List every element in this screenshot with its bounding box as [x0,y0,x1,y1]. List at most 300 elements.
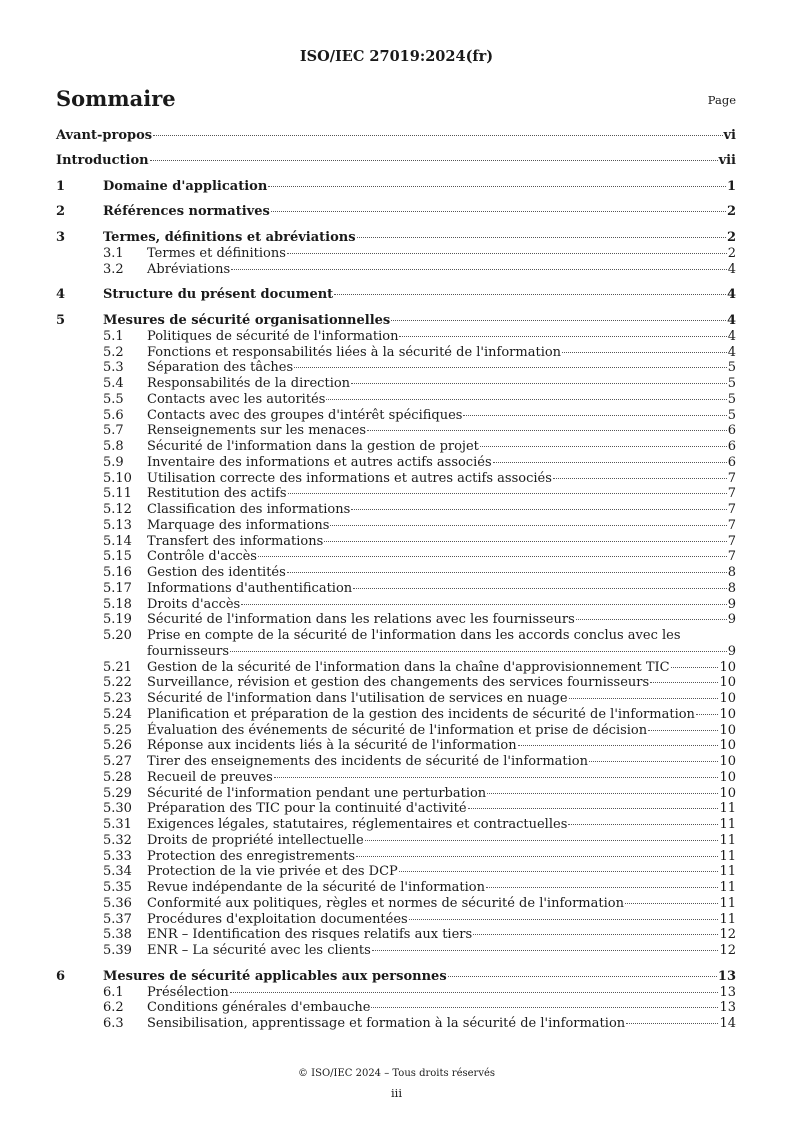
toc-entry-label: Protection des enregistrements [147,848,356,864]
toc-entry-label: Sécurité de l'information dans les relations avec les fournisseurs [147,612,575,628]
toc-entry[interactable] [56,439,736,455]
dot-leader [696,714,719,715]
toc-entry-page: 11 [719,880,736,895]
dot-leader [367,430,727,431]
toc-entry-page: 10 [719,785,736,801]
toc-entry-text [147,943,719,959]
toc-entry-label: Protection de la vie privée et des DCP [147,864,398,880]
dot-leader [241,604,726,605]
toc-entry-number: 5.27 [103,754,132,769]
toc-entry-label: Avant-propos [56,128,153,143]
toc-entry-number: 5.17 [103,580,132,596]
toc-entry-number: 5.23 [103,691,132,706]
dot-leader [486,887,718,888]
toc-entry-page: 7 [727,502,736,517]
toc-entry-text [147,392,728,408]
toc-entry-page: 1 [726,178,736,194]
toc-entry-number: 5.13 [103,517,132,533]
toc-entry-text [147,534,728,550]
dot-leader [409,919,719,920]
toc-entry-number: 5.6 [103,407,124,423]
toc-entry-label: Revue indépendante de la sécurité de l'information [147,880,485,895]
toc-entry-label: Marquage des informations [147,517,330,533]
dot-leader [671,667,719,668]
toc-entry-text [147,439,728,455]
toc-entry-label: Prise en compte de la sécurité de l'information dans les accords conclus avec les [147,628,681,643]
dot-leader [258,556,727,557]
toc-entry-page: 9 [727,612,736,628]
toc-entry-label: ENR – La sécurité avec les clients [147,943,371,958]
toc-entry[interactable] [56,597,736,613]
toc-entry-label: Exigences légales, statutaires, réglementaires et contractuelles [147,817,568,832]
toc-entry[interactable] [56,985,736,1001]
toc-entry[interactable] [56,246,736,262]
toc-entry-page: 10 [719,706,736,722]
toc-entry-page: 11 [719,911,736,927]
toc-entry-page: 10 [719,754,736,769]
toc-entry-page: 11 [719,848,736,864]
dot-leader [231,269,727,270]
toc-entry-page: 13 [717,968,736,984]
toc-entry[interactable] [56,1000,736,1016]
toc-entry-label: Structure du présent document [103,287,334,303]
toc-entry-number: 5.8 [103,439,124,454]
toc-entry-page: 4 [726,313,736,328]
toc-entry-page: 10 [719,691,736,706]
toc-entry-page: 11 [719,864,736,880]
toc-entry-label: Contacts avec des groupes d'intérêt spécifiques [147,407,463,423]
dot-leader [150,160,718,161]
toc-entry-text [147,754,719,770]
dot-leader [365,840,719,841]
dot-leader [487,793,718,794]
table-of-contents [56,128,736,1032]
toc-entry-page: 11 [719,895,736,911]
toc-entry-text [147,486,728,502]
dot-leader [468,808,719,809]
toc-entry-label: Présélection [147,984,229,1000]
toc-entry[interactable] [56,927,736,943]
toc-entry-number: 5.12 [103,502,132,517]
toc-entry-number: 5.1 [103,328,124,344]
dot-leader [568,824,718,825]
toc-entry-text [147,880,719,896]
toc-entry-page: 11 [719,817,736,832]
toc-entry[interactable] [56,534,736,550]
toc-entry-number: 5.31 [103,817,132,832]
toc-entry[interactable] [56,912,736,928]
toc-entry[interactable] [56,581,736,597]
page-number: iii [390,1086,403,1100]
toc-entry[interactable] [56,628,736,660]
dot-leader [287,572,727,573]
dot-leader [562,352,727,353]
toc-entry[interactable] [56,179,736,195]
dot-leader [576,619,727,620]
dot-leader [351,509,726,510]
toc-entry-label: Mesures de sécurité organisationnelles [103,313,391,328]
toc-entry-text [147,376,728,392]
toc-entry[interactable] [56,801,736,817]
toc-entry-page: 8 [727,565,736,580]
toc-entry-text [147,927,719,943]
toc-entry-number: 6.3 [103,1016,124,1031]
toc-entry-label: Sécurité de l'information dans l'utilisation de services en nuage [147,691,568,706]
toc-entry-label: ENR – Identification des risques relatifs aux tiers [147,927,473,943]
toc-entry-number: 5.21 [103,659,132,675]
toc-entry-number: 6 [56,968,66,984]
dot-leader [371,1007,718,1008]
toc-entry-label: Recueil de preuves [147,769,273,785]
toc-entry[interactable] [56,471,736,487]
toc-entry-number: 5.33 [103,848,132,864]
toc-entry[interactable] [56,896,736,912]
toc-entry-page: 10 [719,659,736,675]
toc-entry[interactable] [56,1016,736,1032]
dot-leader [399,336,726,337]
toc-entry-number: 6.1 [103,984,124,1000]
toc-entry-page: 2 [727,245,736,261]
dot-leader [271,211,726,212]
toc-entry[interactable] [56,817,736,833]
toc-entry-number: 5.25 [103,722,132,738]
toc-entry-text [147,723,719,739]
toc-entry-text [147,675,719,691]
toc-entry-page: vii [718,153,736,169]
toc-entry-page: 7 [727,533,736,549]
toc-entry-page: 10 [719,722,736,738]
dot-leader [353,588,727,589]
toc-entry-number: 5.28 [103,769,132,785]
toc-entry-page: 7 [727,549,736,565]
toc-entry-text [147,1016,719,1032]
toc-entry-text [147,896,719,912]
toc-entry-label: Droits de propriété intellectuelle [147,832,364,848]
toc-entry[interactable] [56,707,736,723]
dot-leader [268,186,726,187]
toc-entry-page: 12 [719,943,736,958]
dot-leader [448,976,717,977]
toc-entry[interactable] [56,455,736,471]
toc-entry-page: 12 [719,927,736,943]
page-column-label: Page [707,93,736,107]
dot-leader [153,135,722,136]
toc-entry-text [103,230,727,246]
dot-leader [463,415,726,416]
dot-leader [334,294,726,295]
toc-entry-number: 5.35 [103,880,132,895]
toc-entry-label: Termes, définitions et abréviations [103,230,356,245]
toc-entry-label: Fonctions et responsabilités liées à la sécurité de l'information [147,344,562,360]
toc-entry-number: 5.22 [103,675,132,691]
toc-entry-page: 5 [727,376,736,391]
toc-entry-label: Gestion des identités [147,565,286,580]
toc-entry-number: 5.38 [103,927,132,943]
toc-entry[interactable] [56,660,736,676]
toc-entry-page: 4 [726,287,736,303]
toc-entry-label: Informations d'authentification [147,580,353,596]
dot-leader [589,761,718,762]
dot-leader [480,446,727,447]
toc-entry-number: 4 [56,287,66,303]
toc-entry-text [147,423,728,439]
toc-entry[interactable] [56,738,736,754]
toc-entry-label: Conformité aux politiques, règles et normes de sécurité de l'information [147,895,624,911]
toc-entry[interactable] [56,262,736,278]
toc-entry[interactable] [56,833,736,849]
standard-header: ISO/IEC 27019:2024(fr) [299,48,494,65]
toc-entry-page: 2 [726,204,736,220]
toc-entry-label: Termes et définitions [147,245,286,261]
toc-entry-number: 5.10 [103,470,132,486]
dot-leader [357,237,726,238]
toc-entry-label: Abréviations [147,261,231,277]
dot-leader [230,992,719,993]
toc-entry-page: 9 [727,596,736,612]
toc-entry-page: 11 [719,801,736,817]
toc-entry-text [147,817,719,833]
toc-entry-number: 5.5 [103,391,124,407]
toc-entry[interactable] [56,408,736,424]
toc-entry-text [147,786,719,802]
toc-entry-text [147,864,719,880]
toc-entry-text [147,612,728,628]
toc-entry-page: 4 [727,261,736,277]
toc-entry-page: 13 [719,984,736,1000]
toc-entry-text [103,204,727,220]
toc-entry[interactable] [56,691,736,707]
toc-entry-label: Évaluation des événements de sécurité de l'information et prise de décision [147,722,648,738]
dot-leader [473,934,718,935]
toc-entry-label: Responsabilités de la direction [147,376,351,391]
dot-leader [351,383,727,384]
toc-entry-number: 5.16 [103,565,132,580]
toc-entry-label: Contrôle d'accès [147,549,257,565]
toc-entry-number: 3.2 [103,261,124,277]
toc-entry-number: 5.14 [103,533,132,549]
toc-entry-page: 7 [727,486,736,502]
toc-entry[interactable] [56,423,736,439]
dot-leader [493,462,727,463]
dot-leader [274,777,719,778]
toc-entry-number: 5.2 [103,344,124,360]
toc-entry-text [147,985,719,1001]
toc-entry-number: 5.18 [103,596,132,612]
page-title: Sommaire [56,86,176,111]
toc-entry-page: vi [723,128,736,143]
toc-entry[interactable] [56,675,736,691]
toc-entry-text [147,660,719,676]
toc-entry-text [147,912,719,928]
toc-entry-text [147,518,728,534]
toc-entry-page: 6 [727,423,736,439]
toc-entry-number: 5.15 [103,549,132,565]
toc-entry-number: 6.2 [103,1000,124,1016]
dot-leader [650,682,718,683]
toc-entry-number: 5.39 [103,943,132,958]
toc-entry-text [147,360,728,376]
toc-entry-text [147,770,719,786]
dot-leader [324,541,726,542]
toc-entry-page: 7 [727,517,736,533]
toc-entry[interactable] [56,565,736,581]
toc-entry-text [147,565,728,581]
toc-entry-label: Restitution des actifs [147,486,287,502]
toc-entry[interactable] [56,864,736,880]
toc-entry[interactable] [56,345,736,361]
toc-entry-page: 5 [727,391,736,407]
toc-entry-label: Surveillance, révision et gestion des changements des services fournisseurs [147,675,650,691]
toc-entry[interactable] [56,329,736,345]
toc-entry-number: 5.19 [103,612,132,628]
dot-leader [569,698,719,699]
toc-entry[interactable] [56,770,736,786]
toc-entry-number: 5.20 [103,628,132,643]
toc-entry[interactable] [56,549,736,565]
toc-entry-label: Droits d'accès [147,596,241,612]
toc-entry-page: 10 [719,738,736,754]
toc-entry-continuation [147,644,736,660]
dot-leader [294,367,727,368]
toc-entry-page: 2 [726,230,736,245]
toc-entry[interactable] [56,969,736,985]
toc-entry[interactable] [56,502,736,518]
toc-entry-text [103,313,727,329]
toc-entry-number: 5.26 [103,738,132,754]
toc-entry-page: 4 [727,344,736,360]
toc-entry-page: 10 [719,769,736,785]
toc-entry[interactable] [56,313,736,329]
toc-entry-text [103,179,727,195]
toc-entry-page: 11 [719,832,736,848]
toc-entry-number: 5.37 [103,911,132,927]
toc-entry-label: Mesures de sécurité applicables aux personnes [103,968,447,984]
toc-entry[interactable] [56,230,736,246]
toc-entry-page: 6 [727,439,736,454]
dot-leader [391,320,726,321]
dot-leader [230,651,727,652]
toc-entry-number: 1 [56,178,66,194]
toc-entry[interactable] [56,128,736,144]
toc-entry-text [147,549,728,565]
toc-entry[interactable] [56,786,736,802]
toc-entry-number: 3 [56,230,66,245]
toc-entry-label: Planification et préparation de la gestion des incidents de sécurité de l'information [147,706,695,722]
toc-entry-text [147,691,719,707]
toc-entry-number: 2 [56,204,66,220]
toc-entry-page: 8 [727,580,736,596]
dot-leader [326,399,726,400]
toc-entry-number: 3.1 [103,245,124,261]
toc-entry-label: Inventaire des informations et autres actifs associés [147,454,492,470]
toc-entry[interactable] [56,518,736,534]
dot-leader [372,950,719,951]
toc-entry-number: 5.3 [103,360,124,376]
dot-leader [518,745,719,746]
toc-entry-text [147,345,728,361]
toc-entry-number: 5.32 [103,832,132,848]
toc-entry-label: Domaine d'application [103,178,268,194]
dot-leader [288,493,727,494]
toc-entry-label: Politiques de sécurité de l'information [147,328,399,344]
toc-entry-text [147,1000,719,1016]
toc-entry-label: Transfert des informations [147,533,324,549]
toc-entry[interactable] [56,723,736,739]
toc-entry[interactable] [56,287,736,303]
toc-entry-number: 5.29 [103,785,132,801]
toc-entry-text [147,471,728,487]
toc-entry-page: 4 [727,328,736,344]
toc-entry-number: 5.4 [103,376,124,391]
toc-entry-page: 13 [719,1000,736,1016]
toc-entry-number: 5.11 [103,486,132,502]
toc-entry[interactable] [56,849,736,865]
toc-entry-text [147,408,728,424]
toc-entry[interactable] [56,392,736,408]
toc-entry-label: Références normatives [103,204,270,220]
toc-entry-number: 5.30 [103,801,132,817]
toc-entry[interactable] [56,754,736,770]
toc-entry-text [56,128,724,144]
dot-leader [648,730,718,731]
toc-entry-page: 7 [727,470,736,486]
toc-entry-label: Classification des informations [147,502,351,517]
toc-entry-text [147,707,719,723]
toc-entry-text [147,628,736,660]
toc-entry-label-continued: fournisseurs [147,643,230,659]
dot-leader [626,1023,718,1024]
toc-entry[interactable] [56,376,736,392]
toc-entry-label: Gestion de la sécurité de l'information dans la chaîne d'approvisionnement TIC [147,659,670,675]
toc-entry[interactable] [56,153,736,169]
toc-entry[interactable] [56,943,736,959]
toc-entry-label: Tirer des enseignements des incidents de sécurité de l'information [147,754,589,769]
dot-leader [287,253,727,254]
toc-entry[interactable] [56,486,736,502]
dot-leader [330,525,726,526]
toc-entry-number: 5.24 [103,706,132,722]
toc-entry-page: 6 [727,454,736,470]
toc-entry-number: 5 [56,313,66,328]
toc-entry-text [147,581,728,597]
toc-entry-text [103,287,727,303]
toc-entry-label: Utilisation correcte des informations et autres actifs associés [147,470,552,486]
toc-entry-text [147,455,728,471]
toc-entry[interactable] [56,612,736,628]
toc-entry-label: Préparation des TIC pour la continuité d'activité [147,801,467,817]
toc-entry-label: Sécurité de l'information pendant une perturbation [147,785,487,801]
toc-entry-text [56,153,719,169]
toc-entry-label: Introduction [56,153,149,169]
copyright-footer: © ISO/IEC 2024 – Tous droits réservés [297,1068,496,1079]
toc-entry-label: Réponse aux incidents liés à la sécurité de l'information [147,738,517,754]
toc-entry-text [147,502,728,518]
toc-entry-label: Contacts avec les autorités [147,391,326,407]
toc-entry-label: Sensibilisation, apprentissage et formation à la sécurité de l'information [147,1016,626,1031]
toc-entry-text [147,597,728,613]
toc-entry[interactable] [56,880,736,896]
toc-entry[interactable] [56,204,736,220]
toc-entry-text [147,262,728,278]
toc-entry-text [147,801,719,817]
toc-entry-text [103,969,718,985]
toc-entry-text [147,833,719,849]
toc-entry[interactable] [56,360,736,376]
toc-entry-number: 5.34 [103,864,132,880]
toc-entry-number: 5.9 [103,454,124,470]
toc-entry-text [147,246,728,262]
toc-entry-text [147,849,719,865]
